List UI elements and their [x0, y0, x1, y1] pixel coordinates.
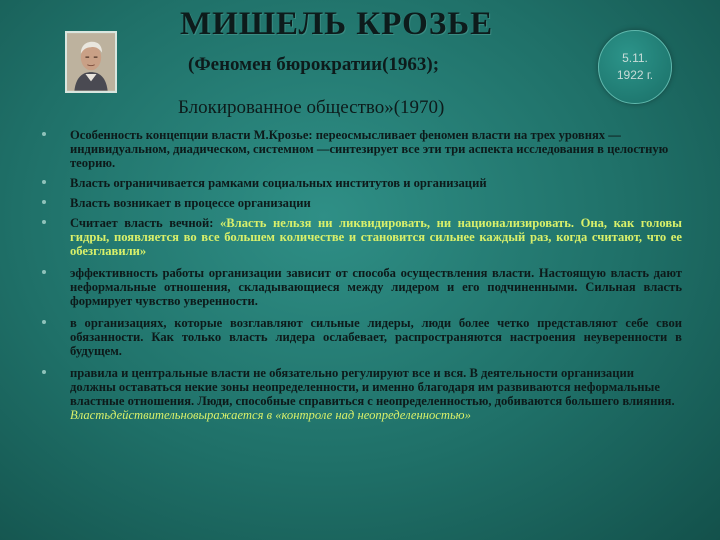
date-badge — [598, 30, 672, 104]
bullet-text: эффективность работы организации зависит от способа осуществления власти. Настоящую власть дают неформальные отношения, складывающиеся между лидером и его подчиненными. Сильная власть формирует чувство уверенности. — [70, 266, 682, 308]
date-line-1: 5.11. — [622, 51, 648, 65]
page-title: МИШЕЛЬ КРОЗЬЕ — [180, 6, 494, 42]
bullet-item — [42, 196, 682, 210]
bullet-marker — [42, 370, 46, 374]
bullet-marker — [42, 132, 46, 136]
bullet-marker — [42, 220, 46, 224]
bullet-marker — [42, 270, 46, 274]
bullet-quote: «Власть нельзя ни ликвидировать, ни национализировать. Она, как головы гидры, появляется во все большем количестве и становится сильнее каждый раз, когда считают, что ее обезглавили» — [70, 216, 682, 258]
bullet-marker — [42, 200, 46, 204]
bullet-item — [42, 366, 682, 422]
bullet-list — [42, 128, 682, 422]
bullet-text: Особенность концепции власти М.Крозье: переосмысливает феномен власти на трех уровнях — индивидуальном, диадическом, системном —синтезирует все эти три аспекта исследования в целостную теорию. — [70, 128, 669, 170]
date-line-2: 1922 г. — [616, 68, 654, 82]
bullet-text: правила и центральные власти не обязательно регулируют все и вся. В деятельности организации должны оставаться некие зоны неопределенности, и именно благодаря им развиваются неформальные властные отношения. Люди, способные справиться с неопределенностью, добиваются большего влияния. — [70, 366, 675, 408]
bullet-text: в организациях, которые возглавляют сильные лидеры, люди более четко представляют себе свои обязанности. Как только власть лидера ослабевает, распространяются настроения неуверенности в будущем. — [70, 316, 682, 358]
bullet-item — [42, 316, 682, 358]
bullet-item — [42, 128, 682, 170]
bullet-item — [42, 266, 682, 308]
portrait-photo — [65, 31, 117, 93]
bullet-lead: Считает власть вечной: — [70, 216, 220, 230]
bullet-tail: Властьдействительновыражается в «контроле над неопределенностью» — [70, 408, 471, 422]
bullet-text: Власть возникает в процессе организации — [70, 196, 311, 210]
subtitle-line-1: (Феномен бюрократии(1963); — [188, 54, 440, 75]
bullet-text: Власть ограничивается рамками социальных институтов и организаций — [70, 176, 487, 190]
subtitle-line-2: Блокированное общество»(1970) — [178, 97, 445, 118]
bullet-marker — [42, 320, 46, 324]
bullet-marker — [42, 180, 46, 184]
bullet-item — [42, 216, 682, 258]
portrait-image — [67, 33, 115, 91]
bullet-item — [42, 176, 682, 190]
